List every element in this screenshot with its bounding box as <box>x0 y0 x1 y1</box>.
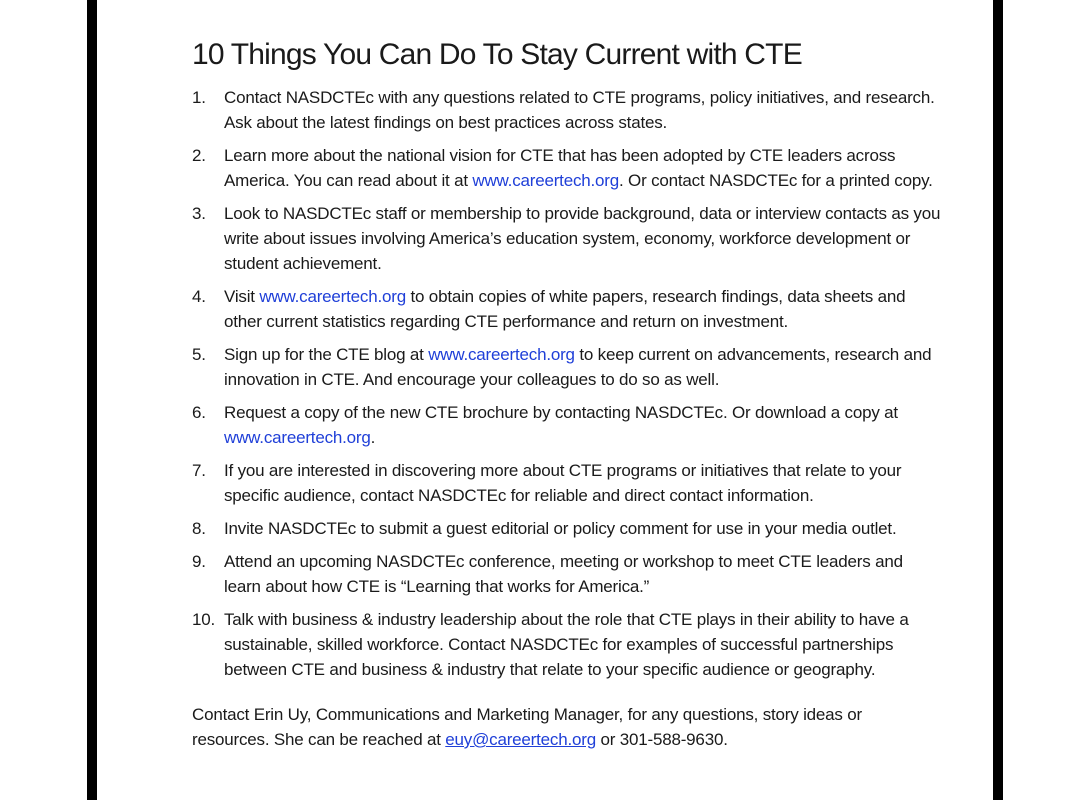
document-page <box>192 34 942 752</box>
list-item-number: 5. <box>192 345 206 364</box>
list-item <box>192 607 942 682</box>
list-item-text-part: If you are interested in discovering more about CTE programs or initiatives that relate to your specific audience, contact NASDCTEc for reliable and direct contact information. <box>224 461 902 505</box>
list-item-number: 9. <box>192 552 206 571</box>
list-item-text-part: . Or contact NASDCTEc for a printed copy. <box>619 171 933 190</box>
list-item-text-part: Talk with business & industry leadership about the role that CTE plays in their ability to have a sustainable, skilled workforce. Contact NASDCTEc for examples of successful partnerships between CTE and business & industry that relate to your specific audience or geography. <box>224 610 909 679</box>
list-item-number: 7. <box>192 461 206 480</box>
list-item-number: 3. <box>192 204 206 223</box>
list-item <box>192 549 942 599</box>
list-item-number: 2. <box>192 146 206 165</box>
list-item-text <box>224 342 942 392</box>
list-item-text <box>224 284 942 334</box>
list-item <box>192 201 942 276</box>
list-item-number: 4. <box>192 287 206 306</box>
contact-phone-text: or 301-588-9630. <box>595 730 728 749</box>
list-item <box>192 342 942 392</box>
list-item-text <box>224 458 942 508</box>
list-item-text-part: . <box>370 428 376 447</box>
list-item-text-part: to keep current on advancements, research and innovation in CTE. And encourage your colleagues to do so as well. <box>224 345 932 389</box>
careertech-link[interactable]: www.careertech.org <box>428 345 575 364</box>
list-item-text-part: Sign up for the CTE blog at <box>224 345 429 364</box>
list-item-text <box>224 143 942 193</box>
list-item-text <box>224 201 942 276</box>
list-item <box>192 85 942 135</box>
careertech-link[interactable]: www.careertech.org <box>259 287 406 306</box>
left-border-bar <box>87 0 97 800</box>
right-border-bar <box>993 0 1003 800</box>
careertech-link[interactable]: www.careertech.org <box>472 171 620 190</box>
list-item-text-part: Invite NASDCTEc to submit a guest editorial or policy comment for use in your media outlet. <box>224 519 897 538</box>
list-item-text <box>224 607 942 682</box>
list-item-number: 8. <box>192 519 206 538</box>
list-item-number: 1. <box>192 88 206 107</box>
list-item <box>192 284 942 334</box>
list-item-text-part: Attend an upcoming NASDCTEc conference, meeting or workshop to meet CTE leaders and learn about how CTE is “Learning that works for America.” <box>224 552 903 596</box>
list-item <box>192 143 942 193</box>
contact-text: Contact Erin Uy, Communications and Marketing Manager, for any questions, story ideas or resources. She can be reached at <box>192 705 862 749</box>
list-item-text-part: Look to NASDCTEc staff or membership to provide background, data or interview contacts as you write about issues involving America’s education system, economy, workforce development or student achievement. <box>224 204 941 273</box>
list-item-text <box>224 85 942 135</box>
contact-paragraph <box>192 702 942 752</box>
list-item <box>192 516 942 541</box>
list-item-text-part: Visit <box>224 287 260 306</box>
email-link[interactable]: euy@careertech.org <box>445 730 596 749</box>
list-item <box>192 458 942 508</box>
things-list <box>192 85 942 682</box>
list-item-text-part: Learn more about the national vision for CTE that has been adopted by CTE leaders across America. You can read about it at <box>224 146 896 190</box>
page-title: 10 Things You Can Do To Stay Current with CTE <box>192 38 802 71</box>
list-item-text-part: Contact NASDCTEc with any questions related to CTE programs, policy initiatives, and research. Ask about the latest findings on best practices across states. <box>224 88 935 132</box>
list-item <box>192 400 942 450</box>
list-item-text <box>224 516 942 541</box>
list-item-text-part: to obtain copies of white papers, research findings, data sheets and other current statistics regarding CTE performance and return on investment. <box>224 287 906 331</box>
list-item-text-part: Request a copy of the new CTE brochure by contacting NASDCTEc. Or download a copy at <box>224 403 898 422</box>
list-item-text <box>224 549 942 599</box>
careertech-link[interactable]: www.careertech.org <box>224 428 371 447</box>
list-item-number: 6. <box>192 403 206 422</box>
list-item-text <box>224 400 942 450</box>
list-item-number: 10. <box>192 610 216 629</box>
